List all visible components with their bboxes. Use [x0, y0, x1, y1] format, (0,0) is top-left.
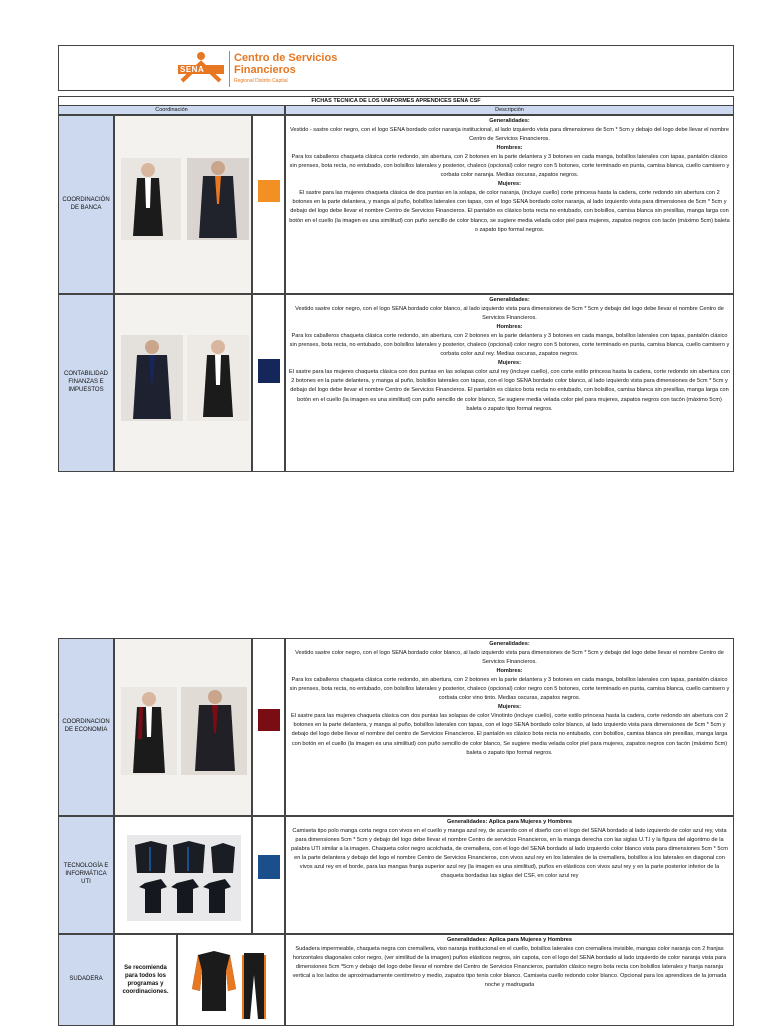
- logo-divider: [229, 51, 230, 87]
- desc-men-text: Para los caballeros chaqueta clásica corte redondo, sin abertura, con 2 botones en la parte delantera y 3 botones en cada manga, bolsillos laterales con tapas, pantalón clásico sin prenses, bota recta, no entubado, con bolsillos laterales y posterior, chaleco (opcional) color negro con 5 botones, corte terminado en punta, camisa blanca, cuello camisero y corbata color naranja. Medias oscuras, zapatos negros.: [289, 154, 730, 179]
- tracksuit-icon: [178, 935, 285, 1026]
- description-economia: [285, 638, 734, 816]
- description-uti: [285, 816, 734, 934]
- row-label-economia: COORDINACION DE ECONOMIA: [58, 638, 114, 816]
- logo-title-line1: Centro de Servicios: [234, 52, 338, 64]
- desc-general-text: Vestido sastre color negro, con el logo SENA bordado color blanco, al lado izquierdo vista para dimensiones de 5cm * 5cm y debajo del logo debe llevar el nombre Centro de Servicios Financieros.: [295, 306, 724, 322]
- desc-heading-men: Hombres:: [496, 668, 523, 675]
- desc-general-text: Vestido sastre color negro, con el logo SENA bordado color blanco, al lado izquierdo vista para dimensiones de 5cm * 5cm y debajo del logo debe llevar el nombre Centro de Servicios Financieros.: [295, 650, 724, 666]
- desc-general-text: Sudadera impermeable, chaqueta negra con cremallera, viso naranja institucional en el cuello, bolsillos laterales con cremallera invisible, mangas color naranja con 2 franjas horizontales diagonales color negro, (ver similitud de la imagen) puños elásticos negros, sin capota, con el logo del SENA bordado al lado izquierdo de color naranja vista para dimensiones 5cm *5cm y debajo del logo debe llevar el nombre del Centro de Servicios Financieros, pantalón clásico negro bota recta con bolsillos laterales y franja naranja vertical a los lados de aproximadamente centímetro y medio, zapatos tipo tenis color blanco. Camiseta cuello redondo color blanco. Opcional para los aprendices de la jornada noche y madrugada: [292, 946, 727, 989]
- desc-heading-general: Generalidades: Aplica para Mujeres y Hombres: [446, 937, 573, 943]
- description-contabilidad: [285, 294, 734, 472]
- row-label-sudadera: SUDADERA: [58, 934, 114, 1026]
- desc-heading-general: Generalidades:: [489, 118, 530, 124]
- desc-heading-women: Mujeres:: [497, 704, 521, 711]
- swatch-cell-economia: [252, 638, 285, 816]
- table-title: FICHAS TECNICA DE LOS UNIFORMES APRENDICES SENA CSF: [58, 96, 734, 106]
- sudadera-note: Se recomienda para todos los programas y coordinaciones.: [114, 934, 177, 1026]
- desc-general-text: Vestido - sastre color negro, con el logo SENA bordado color naranja institucional, al lado izquierdo vista para dimensiones de 5cm * 5cm y debajo del logo debe llevar el nombre Centro de Servicios Financieros.: [289, 127, 730, 143]
- suit-figures-icon: [115, 639, 252, 816]
- row-label-banca: COORDINACIÓN DE BANCA: [58, 115, 114, 294]
- color-swatch-uti: [258, 855, 280, 879]
- suit-figures-icon: [115, 295, 252, 472]
- logo-brand: SENA: [180, 65, 205, 74]
- swatch-cell-contabilidad: [252, 294, 285, 472]
- desc-general-text: Camiseta tipo polo manga corta negra con vivos en el cuello y manga azul rey, de acuerdo con el diseño con el logo del SENA bordado al lado izquierdo de color azul rey, vista para dimensiones 5cm * 5cm y debajo del logo debe llevar el nombre Centro de servicios Financieros, en la manga derecha con las siglas U.T.I y la figura del algoritmo de la palabra UTI similar a la imagen. Chaqueta color negro acolchada, de cremallera, con el logo del SENA bordado al lado izquierdo color blanco vista para dimensiones 5cm * 5cm en la parte delantera y debajo del logo el nombre Centro de Servicios Financieros, con vivos azul rey en los laterales de la cremallera, bolsillos a los laterales en diagonal con vivos azul rey en el borde, para las mangas franja superior azul rey (la imagen es una similitud), puños en elásticos con vivos azul rey y en la parte posterior inferior de la chaqueta bordadas las siglas del CSF, en color azul rey: [291, 828, 728, 880]
- desc-women-text: El sastre para las mujeres chaqueta clásica de dos puntas en la solapa, de color naranja, (incluye cuello) corte princesa hasta la cadera, corte redondo sin abertura con 2 botones en la parte delantera, y manga al puño, bolsillos laterales con tapas, con el logo SENA bordado color naranja, al lado izquierdo vista para dimensiones de 5cm * 5cm y debajo del logo debe llevar el nombre Centro de Servicios Financieros. El pantalón es clásico bota recta no entubado, con bolsillos, camisa blanca sin presillas, manga larga con botón en el cuello (la imagen es una similitud) con puño sencillo de color blanco, se sugiere media velada color piel para mujeres, zapatos negros con tacón (máximo 5cm) baleta o zapato tipo formal negros.: [289, 190, 730, 233]
- color-swatch-economia: [258, 709, 280, 731]
- logo-title-line2: Financieros: [234, 64, 296, 76]
- uniform-photo-uti: [114, 816, 252, 934]
- header-box: [58, 45, 734, 91]
- desc-heading-women: Mujeres:: [497, 181, 521, 188]
- color-swatch-banca: [258, 180, 280, 202]
- logo-subtitle: Regional Distrito Capital: [234, 78, 288, 84]
- uniform-photo-economia: [114, 638, 252, 816]
- desc-heading-general: Generalidades: Aplica para Mujeres y Hombres: [446, 819, 573, 825]
- uti-garments-icon: [115, 817, 252, 934]
- desc-women-text: El sastre para las mujeres chaqueta clásica con dos puntas las solapas de color Vinotinto (incluye cuello), corte estilo princesa hasta la cadera, corte redondo sin abertura con 2 botones en la parte delantera, y manga al puño, bolsillos laterales con tapas, con el logo SENA bordado color blanco, al lado izquierdo vista para dimensiones de 5cm * 5cm y debajo del logo debe llevar el nombre del centro de Servicios Financieros. El pantalón es clásico bota recta no entubado, con bolsillos, camisa blanca sin presillas, manga larga con botón en el cuello (la imagen es una similitud) con puño sencillo de color blanco, Se sugiere media velada color piel para mujeres, zapatos negros con tacón (máximo 5cm) baleta o zapato tipo formal negros.: [290, 713, 729, 756]
- desc-men-text: Para los caballeros chaqueta clásica corte redondo, sin abertura, con 2 botones en la parte delantera y 3 botones en cada manga, bolsillos laterales con tapas, pantalón clásico sin prenses, bota recta, no entubado, con bolsillos laterales y posterior, chaleco (opcional) color negro con 5 botones, corte terminado en punta, camisa blanca, cuello camisero y corbata color azul rey. Medias oscuras, zapatos negros.: [289, 333, 730, 358]
- desc-men-text: Para los caballeros chaqueta clásica corte redondo, sin abertura, con 2 botones en la parte delantera y 3 botones en cada manga, bolsillos laterales con tapas, pantalón clásico sin prenses, bota recta, no entubado, con bolsillos laterales y posterior, chaleco (opcional) color negro con 5 botones, corte terminado en punta, camisa blanca, cuello camisero y corbata color vino tinto. Medias oscuras, zapatos negros.: [289, 677, 730, 702]
- desc-heading-men: Hombres:: [496, 324, 523, 331]
- row-label-contabilidad: CONTABILIDAD FINANZAS E IMPUESTOS: [58, 294, 114, 472]
- swatch-cell-uti: [252, 816, 285, 934]
- desc-heading-general: Generalidades:: [489, 641, 530, 647]
- uniform-photo-contabilidad: [114, 294, 252, 472]
- row-label-uti: TECNOLOGÍA E INFORMÁTICA UTI: [58, 816, 114, 934]
- description-sudadera: [285, 934, 734, 1026]
- color-swatch-contabilidad: [258, 359, 280, 383]
- uniform-photo-banca: [114, 115, 252, 294]
- swatch-cell-banca: [252, 115, 285, 294]
- column-header-coord: Coordinación: [58, 105, 285, 115]
- sena-logo: [176, 51, 356, 87]
- description-banca: [285, 115, 734, 294]
- desc-women-text: El sastre para las mujeres chaqueta clásica con dos puntas en las solapas color azul rey (incluye cuello), con corte estilo princesa hasta la cadera, corte redondo sin abertura con 2 botones en la parte delantera, y manga al puño, bolsillos laterales con tapas, con el logo SENA bordado color blanco, al lado izquierdo vista para dimensiones de 5cm * 5cm y debajo del logo debe llevar el nombre Centro de Servicios Financieros. El pantalón es clásico bota recta no entubado, con bolsillos, camisa blanca sin presillas, manga larga con botón en el cuello (la imagen es una similitud) con puño sencillo de color blanco, Se sugiere media velada color piel para mujeres, zapatos negros con tacón (máximo 5cm) baleta o zapato tipo formal negros.: [289, 369, 730, 412]
- desc-heading-women: Mujeres:: [497, 360, 521, 367]
- desc-heading-men: Hombres:: [496, 145, 523, 152]
- column-header-desc: Descripción: [285, 105, 734, 115]
- suit-figures-icon: [115, 116, 252, 294]
- uniform-photo-sudadera: [177, 934, 285, 1026]
- desc-heading-general: Generalidades:: [489, 297, 530, 303]
